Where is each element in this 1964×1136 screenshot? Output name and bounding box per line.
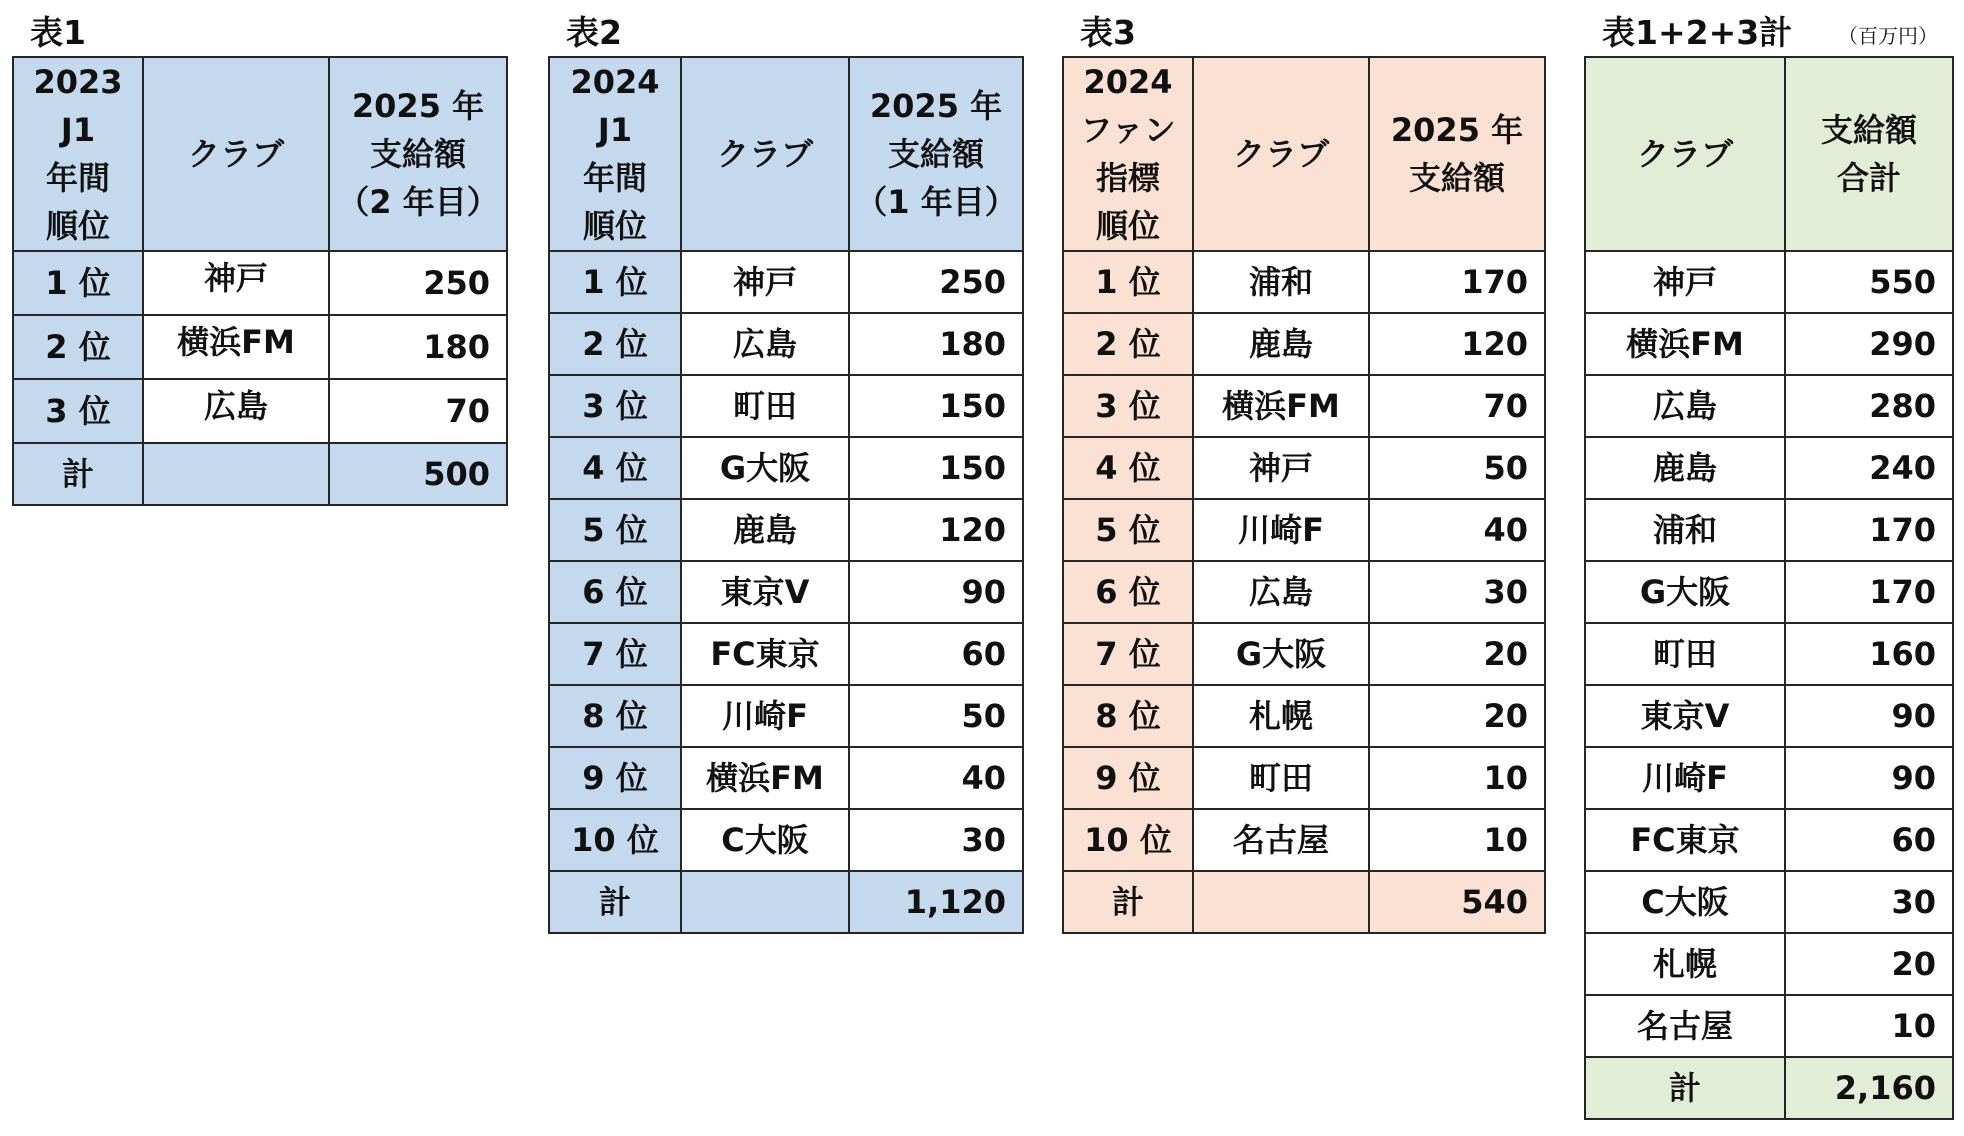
- club-cell: G大阪: [1193, 623, 1369, 685]
- table-row: [1063, 499, 1545, 561]
- club-cell: 札幌: [1585, 933, 1785, 995]
- table-row: [549, 437, 1023, 499]
- rank-cell: 9 位: [1063, 747, 1193, 809]
- rank-cell: 9 位: [549, 747, 681, 809]
- amount-cell: 90: [1785, 747, 1953, 809]
- amount-cell: 20: [1369, 685, 1545, 747]
- amount-cell: 20: [1369, 623, 1545, 685]
- table-total-header-cell: [1785, 57, 1953, 251]
- amount-cell: 50: [849, 685, 1023, 747]
- rank-cell: 1 位: [549, 251, 681, 313]
- table3-header-cell: [1193, 57, 1369, 251]
- header-line: （1 年目）: [855, 183, 1017, 221]
- club-cell: FC東京: [1585, 809, 1785, 871]
- amount-cell: 120: [1369, 313, 1545, 375]
- unit-note: （百万円）: [1838, 24, 1938, 48]
- header-line: クラブ: [1636, 135, 1733, 173]
- amount-cell: 240: [1785, 437, 1953, 499]
- header-line: 2025 年: [1390, 111, 1524, 149]
- amount-cell: 160: [1785, 623, 1953, 685]
- amount-cell: 30: [1369, 561, 1545, 623]
- club-cell: 横浜FM: [1585, 313, 1785, 375]
- header-line: 2024: [570, 63, 660, 101]
- table1-header-row: [13, 57, 507, 251]
- table-total-header-cell: [1585, 57, 1785, 251]
- total-row: [1585, 1057, 1953, 1119]
- table-row: [13, 251, 507, 315]
- rank-cell: 3 位: [13, 379, 143, 443]
- rank-cell: 4 位: [549, 437, 681, 499]
- table-row: [1063, 375, 1545, 437]
- table-row: [549, 375, 1023, 437]
- amount-cell: 60: [1785, 809, 1953, 871]
- club-cell: 神戸: [681, 251, 849, 313]
- amount-cell: 170: [1785, 499, 1953, 561]
- table-row: [1585, 747, 1953, 809]
- total-row: [13, 443, 507, 505]
- amount-cell: 180: [849, 313, 1023, 375]
- rank-cell: 10 位: [1063, 809, 1193, 871]
- total-row: [1063, 871, 1545, 933]
- rank-cell: 2 位: [1063, 313, 1193, 375]
- header-line: 支給額: [887, 135, 984, 173]
- club-cell: 神戸: [1585, 251, 1785, 313]
- total-row: [549, 871, 1023, 933]
- table3-header-row: [1063, 57, 1545, 251]
- table-total: [1584, 56, 1954, 1120]
- table-row: [549, 809, 1023, 871]
- rank-cell: 1 位: [1063, 251, 1193, 313]
- total-label-cell: 計: [549, 871, 681, 933]
- table-row: [549, 561, 1023, 623]
- amount-cell: 40: [849, 747, 1023, 809]
- table2-body: [549, 57, 1023, 933]
- table-row: [1063, 313, 1545, 375]
- club-cell: FC東京: [681, 623, 849, 685]
- club-cell: 浦和: [1193, 251, 1369, 313]
- rank-cell: 7 位: [549, 623, 681, 685]
- total-club-cell: [143, 443, 329, 505]
- table-row: [13, 379, 507, 443]
- amount-cell: 30: [849, 809, 1023, 871]
- amount-cell: 20: [1785, 933, 1953, 995]
- table-total-body: [1585, 57, 1953, 1119]
- amount-cell: 50: [1369, 437, 1545, 499]
- club-cell: 鹿島: [1193, 313, 1369, 375]
- table3-header-cell: [1063, 57, 1193, 251]
- table3-caption: 表3: [1080, 13, 1136, 52]
- table3: [1062, 56, 1546, 934]
- header-line: J1: [597, 111, 633, 149]
- table3-body: [1063, 57, 1545, 933]
- table2-header-cell: [681, 57, 849, 251]
- amount-cell: 90: [1785, 685, 1953, 747]
- table-row: [1585, 871, 1953, 933]
- club-cell: C大阪: [1585, 871, 1785, 933]
- rank-cell: 10 位: [549, 809, 681, 871]
- table-row: [549, 747, 1023, 809]
- table1-body: [13, 57, 507, 505]
- table-row: [13, 315, 507, 379]
- total-label-cell: 計: [1063, 871, 1193, 933]
- rank-cell: 1 位: [13, 251, 143, 315]
- table2-caption: 表2: [566, 13, 622, 52]
- amount-cell: 90: [849, 561, 1023, 623]
- table-row: [1585, 995, 1953, 1057]
- amount-cell: 150: [849, 375, 1023, 437]
- club-cell: 名古屋: [1193, 809, 1369, 871]
- club-cell: 横浜FM: [1193, 375, 1369, 437]
- table-row: [1585, 623, 1953, 685]
- table-row: [549, 313, 1023, 375]
- amount-cell: 250: [849, 251, 1023, 313]
- table-row: [1585, 313, 1953, 375]
- header-line: 年間: [45, 159, 110, 197]
- header-line: クラブ: [716, 135, 813, 173]
- club-cell: 町田: [681, 375, 849, 437]
- amount-cell: 550: [1785, 251, 1953, 313]
- amount-cell: 170: [1785, 561, 1953, 623]
- table2-header-cell: [549, 57, 681, 251]
- amount-cell: 180: [329, 315, 507, 379]
- table1-header-cell: [329, 57, 507, 251]
- rank-cell: 8 位: [549, 685, 681, 747]
- amount-cell: 10: [1785, 995, 1953, 1057]
- rank-cell: 6 位: [549, 561, 681, 623]
- table-total-caption: 表1+2+3計: [1602, 13, 1793, 52]
- table-row: [1063, 251, 1545, 313]
- club-cell: 鹿島: [1585, 437, 1785, 499]
- club-cell: 東京V: [681, 561, 849, 623]
- total-label-cell: 計: [13, 443, 143, 505]
- total-label-cell: 計: [1585, 1057, 1785, 1119]
- header-line: 支給額: [369, 135, 466, 173]
- header-line: 2023: [33, 63, 123, 101]
- club-cell: 広島: [1193, 561, 1369, 623]
- amount-cell: 60: [849, 623, 1023, 685]
- amount-cell: 10: [1369, 747, 1545, 809]
- table-row: [1585, 437, 1953, 499]
- club-cell: 川崎F: [1193, 499, 1369, 561]
- table2: [548, 56, 1024, 934]
- table-row: [1585, 375, 1953, 437]
- club-cell: 浦和: [1585, 499, 1785, 561]
- table-row: [1063, 437, 1545, 499]
- club-cell: 神戸: [143, 251, 329, 315]
- table-total-header-row: [1585, 57, 1953, 251]
- amount-cell: 70: [329, 379, 507, 443]
- amount-cell: 30: [1785, 871, 1953, 933]
- amount-cell: 40: [1369, 499, 1545, 561]
- total-amount-cell: 500: [329, 443, 507, 505]
- header-line: 2025 年: [351, 87, 485, 125]
- club-cell: 広島: [681, 313, 849, 375]
- amount-cell: 120: [849, 499, 1023, 561]
- club-cell: 札幌: [1193, 685, 1369, 747]
- rank-cell: 6 位: [1063, 561, 1193, 623]
- header-line: クラブ: [1232, 135, 1329, 173]
- table2-header-cell: [849, 57, 1023, 251]
- table-row: [1063, 685, 1545, 747]
- total-club-cell: [681, 871, 849, 933]
- club-cell: 神戸: [1193, 437, 1369, 499]
- rank-cell: 4 位: [1063, 437, 1193, 499]
- table-row: [1585, 561, 1953, 623]
- rank-cell: 7 位: [1063, 623, 1193, 685]
- table1: [12, 56, 508, 506]
- total-amount-cell: 1,120: [849, 871, 1023, 933]
- header-line: 支給額: [1408, 159, 1505, 197]
- club-cell: C大阪: [681, 809, 849, 871]
- table-row: [1063, 623, 1545, 685]
- club-cell: 横浜FM: [143, 315, 329, 379]
- header-line: ファン: [1080, 111, 1176, 149]
- club-cell: 名古屋: [1585, 995, 1785, 1057]
- amount-cell: 280: [1785, 375, 1953, 437]
- amount-cell: 10: [1369, 809, 1545, 871]
- club-cell: 鹿島: [681, 499, 849, 561]
- header-line: 順位: [582, 207, 647, 245]
- header-line: （2 年目）: [337, 183, 499, 221]
- club-cell: G大阪: [1585, 561, 1785, 623]
- rank-cell: 3 位: [549, 375, 681, 437]
- table-row: [1585, 499, 1953, 561]
- club-cell: 町田: [1193, 747, 1369, 809]
- club-cell: 川崎F: [681, 685, 849, 747]
- table3-header-cell: [1369, 57, 1545, 251]
- table2-header-row: [549, 57, 1023, 251]
- table1-header-cell: [143, 57, 329, 251]
- header-line: 順位: [1095, 207, 1160, 245]
- total-amount-cell: 540: [1369, 871, 1545, 933]
- header-line: J1: [60, 111, 96, 149]
- header-line: 指標: [1095, 159, 1160, 197]
- amount-cell: 290: [1785, 313, 1953, 375]
- amount-cell: 170: [1369, 251, 1545, 313]
- club-cell: 広島: [1585, 375, 1785, 437]
- rank-cell: 5 位: [1063, 499, 1193, 561]
- table-row: [1063, 747, 1545, 809]
- amount-cell: 150: [849, 437, 1023, 499]
- rank-cell: 3 位: [1063, 375, 1193, 437]
- header-line: クラブ: [187, 135, 284, 173]
- table-row: [549, 685, 1023, 747]
- amount-cell: 70: [1369, 375, 1545, 437]
- table-row: [1063, 561, 1545, 623]
- rank-cell: 2 位: [549, 313, 681, 375]
- table-row: [549, 499, 1023, 561]
- table-row: [549, 623, 1023, 685]
- amount-cell: 250: [329, 251, 507, 315]
- table1-header-cell: [13, 57, 143, 251]
- rank-cell: 5 位: [549, 499, 681, 561]
- table-row: [1585, 251, 1953, 313]
- total-amount-cell: 2,160: [1785, 1057, 1953, 1119]
- table-row: [1585, 685, 1953, 747]
- header-line: 順位: [45, 207, 110, 245]
- club-cell: 東京V: [1585, 685, 1785, 747]
- club-cell: 町田: [1585, 623, 1785, 685]
- header-line: 年間: [582, 159, 647, 197]
- header-line: 2024: [1083, 63, 1173, 101]
- table-row: [1585, 933, 1953, 995]
- club-cell: 川崎F: [1585, 747, 1785, 809]
- rank-cell: 8 位: [1063, 685, 1193, 747]
- club-cell: 横浜FM: [681, 747, 849, 809]
- club-cell: 広島: [143, 379, 329, 443]
- club-cell: G大阪: [681, 437, 849, 499]
- table1-caption: 表1: [30, 13, 86, 52]
- total-club-cell: [1193, 871, 1369, 933]
- table-row: [1063, 809, 1545, 871]
- rank-cell: 2 位: [13, 315, 143, 379]
- table-row: [549, 251, 1023, 313]
- header-line: 支給額: [1820, 111, 1917, 149]
- table-row: [1585, 809, 1953, 871]
- header-line: 2025 年: [869, 87, 1003, 125]
- header-line: 合計: [1836, 159, 1901, 197]
